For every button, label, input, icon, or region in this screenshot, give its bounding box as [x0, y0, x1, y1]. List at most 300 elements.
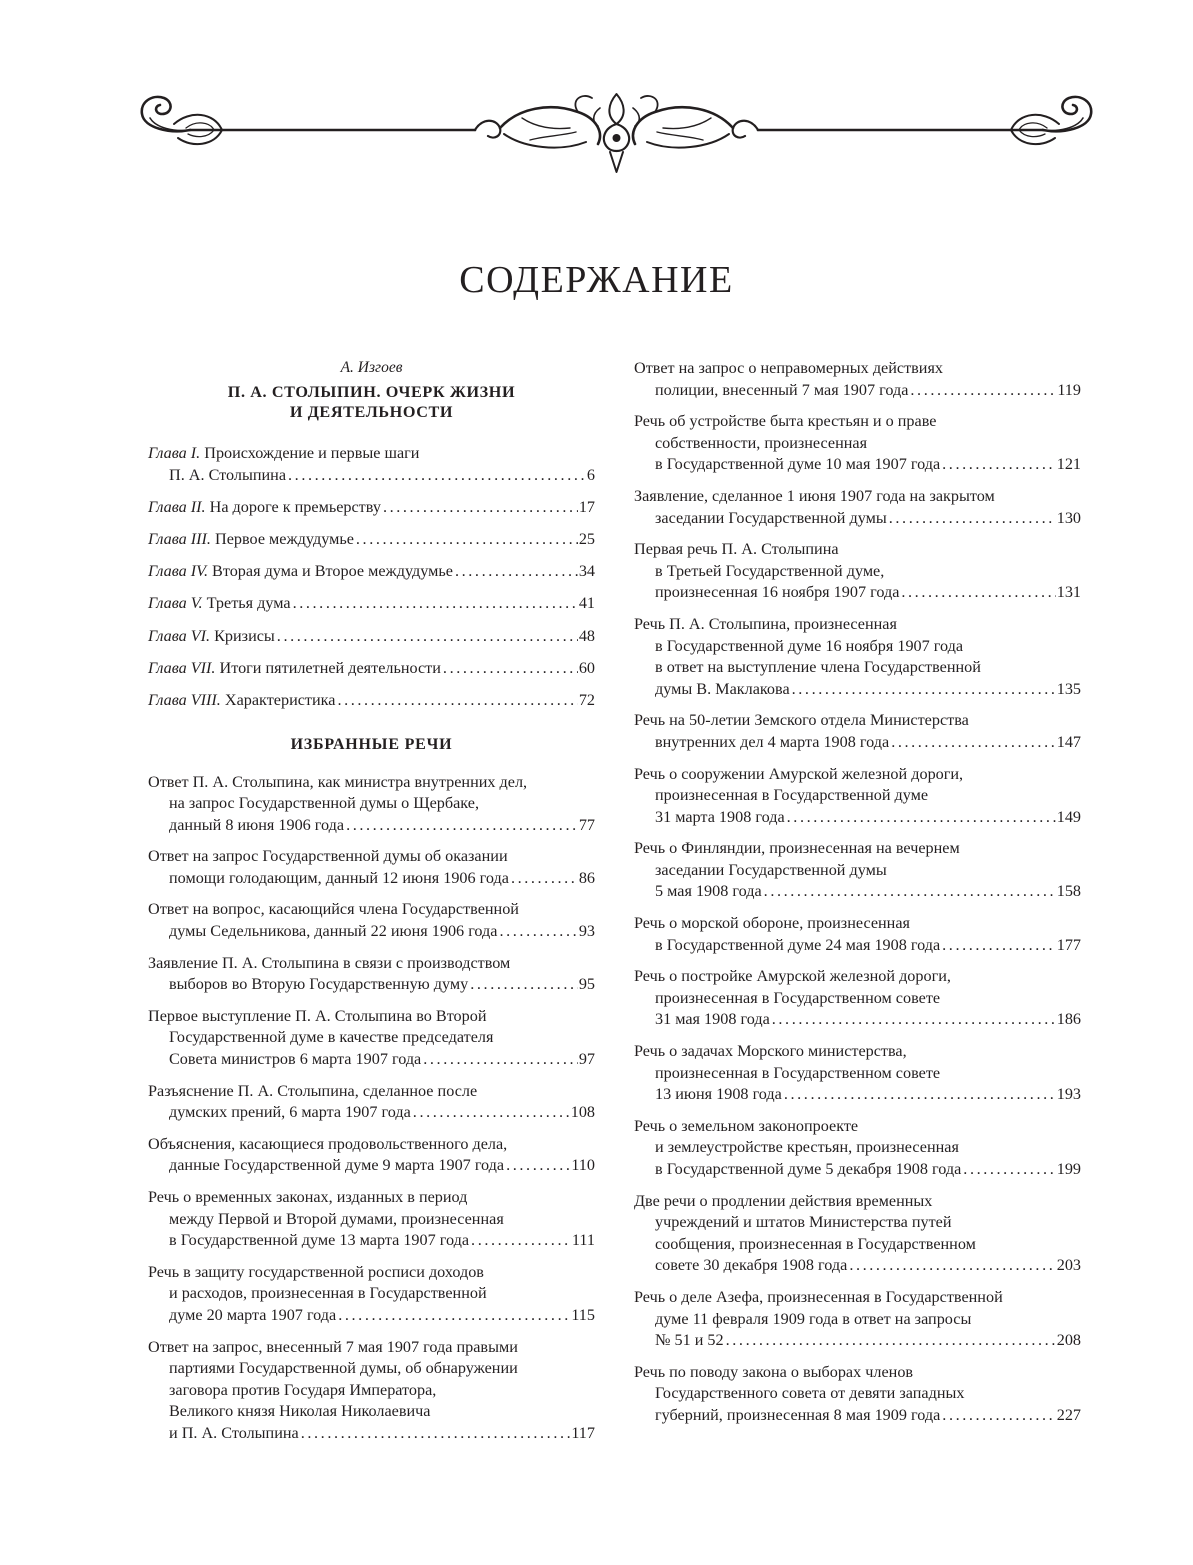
entry-text: в Государственной думе 24 мая 1908 года: [655, 935, 941, 954]
entry-text: Объяснения, касающиеся продовольственного дела,: [148, 1134, 508, 1153]
entry-text: собственности, произнесенная: [655, 433, 868, 452]
entry-text: Речь П. А. Столыпина, произнесенная: [634, 614, 897, 633]
entry-text-last: [169, 1102, 411, 1124]
dot-leader: [346, 815, 578, 837]
page-number: 186: [1056, 1010, 1081, 1029]
entry-line: [634, 1287, 1081, 1309]
page-number: 48: [578, 626, 595, 645]
entry-last-line: [634, 1159, 1081, 1181]
entry-last-line: [634, 1009, 1081, 1031]
toc-speech-entry[interactable]: [148, 953, 595, 996]
entry-text: заговора против Государя Императора,: [169, 1380, 437, 1399]
entry-line: [148, 899, 595, 921]
entry-text: Речь о постройке Амурской железной дороги,: [634, 967, 951, 986]
entry-text-last: [148, 593, 291, 615]
page-number: 111: [571, 1231, 595, 1250]
entry-text: Две речи о продлении действия временных: [634, 1191, 933, 1210]
entry-text: думских прений, 6 марта 1907 года: [169, 1103, 411, 1122]
page-number: 95: [578, 975, 595, 994]
entry-text: Речь о Финляндии, произнесенная на вечернем: [634, 839, 960, 858]
entry-text: в Государственной думе 10 мая 1907 года: [655, 455, 941, 474]
entry-text: Совета министров 6 марта 1907 года: [169, 1050, 422, 1069]
entry-text-last: [148, 690, 335, 712]
dot-leader: [942, 1405, 1055, 1427]
entry-text: Третья дума: [206, 594, 291, 613]
entry-text: Речь о задачах Морского министерства,: [634, 1042, 907, 1061]
entry-text-last: [169, 1049, 421, 1071]
entry-text: думе 20 марта 1907 года: [169, 1305, 337, 1324]
dot-leader: [942, 935, 1056, 957]
entry-text: Речь на 50-летии Земского отдела Министерства: [634, 711, 969, 730]
entry-last-line: [148, 529, 595, 551]
entry-line: [148, 1209, 595, 1231]
entry-text: На дороге к премьерству: [209, 497, 381, 516]
entry-text: и расходов, произнесенная в Государственной: [169, 1284, 487, 1303]
entry-text-last: [169, 1230, 469, 1252]
entry-text: выборов во Вторую Государственную думу: [169, 975, 469, 994]
entry-text: Происхождение и первые шаги: [204, 444, 420, 462]
entry-line: [634, 561, 1081, 583]
entry-text-last: [148, 529, 354, 551]
page-number: 119: [1057, 380, 1081, 399]
entry-text-last: [655, 380, 908, 402]
entry-last-line: [634, 380, 1081, 402]
speech-list-right: [634, 358, 1081, 1427]
entry-line: [634, 358, 1081, 380]
entry-text-last: [655, 1084, 782, 1106]
entry-line: [634, 913, 1081, 935]
entry-last-line: [634, 679, 1081, 701]
page-number: 108: [570, 1103, 595, 1122]
dot-leader: [471, 1230, 571, 1252]
entry-text: 5 мая 1908 года: [655, 882, 762, 901]
page-number: 147: [1056, 732, 1081, 751]
entry-text: партиями Государственной думы, об обнаружении: [169, 1359, 518, 1378]
entry-text: Речь о деле Азефа, произнесенная в Государственной: [634, 1287, 1003, 1306]
entry-line: [148, 1027, 595, 1049]
entry-line: [148, 443, 595, 465]
entry-last-line: [148, 593, 595, 615]
dot-leader: [455, 561, 578, 583]
entry-line: [148, 1262, 595, 1284]
entry-text-last: [655, 1330, 724, 1352]
entry-text-last: [655, 1255, 847, 1277]
dot-leader: [443, 658, 578, 680]
dot-leader: [277, 626, 578, 648]
speech-list-left: [148, 772, 595, 1445]
entry-text: Речь об устройстве быта крестьян и о праве: [634, 412, 937, 431]
part-title-line: П. А. СТОЛЫПИН. ОЧЕРК ЖИЗНИ: [227, 383, 516, 401]
entry-line: [148, 793, 595, 815]
page-number: 208: [1056, 1331, 1081, 1350]
page-number: 25: [578, 529, 595, 548]
entry-text-last: [148, 497, 381, 519]
entry-text: полиции, внесенный 7 мая 1907 года: [655, 380, 909, 399]
page-number: 6: [586, 465, 595, 484]
entry-text-last: [655, 881, 762, 903]
toc-left-column: [148, 358, 595, 1455]
entry-last-line: [634, 1255, 1081, 1277]
entry-text-last: [655, 508, 887, 530]
entry-text: № 51 и 52: [655, 1331, 724, 1350]
dot-leader: [293, 593, 578, 615]
entry-line: [634, 1383, 1081, 1405]
entry-line: [634, 838, 1081, 860]
entry-line: [148, 953, 595, 975]
chapter-label: Глава V.: [148, 594, 203, 613]
entry-last-line: [148, 690, 595, 712]
toc-speech-entry[interactable]: [634, 411, 1081, 476]
entry-last-line: [148, 626, 595, 648]
entry-text: думы Седельникова, данный 22 июня 1906 года: [169, 922, 498, 941]
entry-text: Ответ на запрос о неправомерных действиях: [634, 359, 944, 377]
entry-text: Вторая дума и Второе междудумье: [212, 562, 453, 581]
entry-line: [634, 657, 1081, 679]
page-number: 199: [1056, 1160, 1081, 1178]
entry-text: и землеустройстве крестьян, произнесенная: [655, 1138, 959, 1157]
entry-last-line: [148, 561, 595, 583]
entry-text: сообщения, произнесенная в Государственном: [655, 1234, 976, 1253]
entry-last-line: [148, 815, 595, 837]
entry-text: Первая речь П. А. Столыпина: [634, 540, 839, 559]
entry-text: Ответ на вопрос, касающийся члена Государственной: [148, 900, 519, 919]
entry-text-last: [655, 454, 940, 476]
entry-line: [634, 988, 1081, 1010]
entry-line: [148, 1134, 595, 1156]
entry-last-line: [148, 1155, 595, 1177]
page-number: 72: [578, 690, 595, 709]
entry-line: [634, 1063, 1081, 1085]
toc-chapter-entry[interactable]: [148, 658, 595, 680]
toc-speech-entry[interactable]: [634, 539, 1081, 604]
page-number: 86: [578, 868, 595, 887]
page-number: 131: [1056, 583, 1081, 602]
entry-line: [634, 1191, 1081, 1213]
page-number: 115: [571, 1305, 595, 1324]
entry-text: в Государственной думе 5 декабря 1908 года: [655, 1160, 962, 1178]
entry-text-last: [148, 561, 453, 583]
entry-text: заседании Государственной думы: [655, 860, 887, 879]
page-number: 93: [578, 922, 595, 941]
page-number: 121: [1056, 455, 1081, 474]
entry-text: учреждений и штатов Министерства путей: [655, 1213, 952, 1232]
chapter-label: Глава VI.: [148, 626, 211, 645]
entry-text-last: [655, 1009, 770, 1031]
dot-leader: [511, 868, 578, 890]
entry-last-line: [634, 582, 1081, 604]
toc-speech-entry[interactable]: [148, 1006, 595, 1071]
dot-leader: [942, 454, 1056, 476]
dot-leader: [288, 465, 586, 487]
toc-speech-entry[interactable]: [634, 1287, 1081, 1352]
dot-leader: [963, 1159, 1055, 1181]
chapter-label: Глава I.: [148, 444, 201, 462]
toc-chapter-entry[interactable]: [148, 529, 595, 551]
entry-line: [634, 785, 1081, 807]
entry-text: Кризисы: [214, 626, 275, 645]
dot-leader: [889, 508, 1056, 530]
dot-leader: [910, 380, 1056, 402]
entry-line: [634, 539, 1081, 561]
toc-speech-entry[interactable]: [634, 913, 1081, 956]
entry-text: Ответ на запрос Государственной думы об оказании: [148, 847, 508, 866]
toc-speech-entry[interactable]: [634, 1116, 1081, 1181]
toc-speech-entry[interactable]: [148, 1081, 595, 1124]
entry-text: в Третьей Государственной думе,: [655, 561, 885, 580]
entry-last-line: [148, 974, 595, 996]
toc-speech-entry[interactable]: [634, 614, 1081, 700]
entry-text: Речь о сооружении Амурской железной дороги,: [634, 764, 964, 783]
entry-last-line: [148, 921, 595, 943]
entry-text: губерний, произнесенная 8 мая 1909 года: [655, 1405, 941, 1424]
entry-text: Ответ П. А. Столыпина, как министра внутренних дел,: [148, 772, 528, 791]
entry-text: Государственной думе в качестве председателя: [169, 1028, 494, 1047]
entry-line: [148, 1006, 595, 1028]
author-name: А. Изгоев: [340, 359, 403, 376]
entry-text: Итоги пятилетней деятельности: [219, 658, 441, 677]
entry-last-line: [634, 508, 1081, 530]
toc-speech-entry[interactable]: [634, 486, 1081, 529]
entry-line: [634, 1041, 1081, 1063]
part-title: [148, 383, 595, 422]
entry-text: в ответ на выступление члена Государственной: [655, 658, 981, 677]
dot-leader: [413, 1102, 570, 1124]
dot-leader: [356, 529, 578, 551]
entry-line: [634, 1116, 1081, 1138]
entry-last-line: [148, 465, 595, 487]
entry-text: Характеристика: [224, 690, 336, 709]
chapter-label: Глава III.: [148, 529, 211, 548]
entry-last-line: [148, 497, 595, 519]
entry-text: Заявление П. А. Столыпина в связи с производством: [148, 953, 511, 972]
entry-text-last: [655, 1405, 940, 1427]
entry-line: [148, 846, 595, 868]
dot-leader: [499, 921, 577, 943]
entry-text: 31 марта 1908 года: [655, 807, 785, 826]
dot-leader: [506, 1155, 570, 1177]
dot-leader: [891, 732, 1056, 754]
toc-chapter-entry[interactable]: [148, 561, 595, 583]
toc-chapter-entry[interactable]: [148, 626, 595, 648]
entry-last-line: [634, 732, 1081, 754]
toc-speech-entry[interactable]: [634, 710, 1081, 753]
toc-speech-entry[interactable]: [634, 1041, 1081, 1106]
entry-text-last: [169, 815, 344, 837]
entry-text: произнесенная 16 ноября 1907 года: [655, 583, 900, 602]
toc-chapter-entry[interactable]: [148, 690, 595, 712]
entry-line: [148, 1283, 595, 1305]
entry-last-line: [634, 935, 1081, 957]
entry-line: [634, 411, 1081, 433]
toc-speech-entry[interactable]: [148, 846, 595, 889]
entry-line: [634, 1309, 1081, 1331]
dot-leader: [726, 1330, 1056, 1352]
toc-speech-entry[interactable]: [634, 966, 1081, 1031]
entry-text: произнесенная в Государственной думе: [655, 786, 929, 805]
toc-speech-entry[interactable]: [634, 358, 1081, 401]
entry-line: [634, 636, 1081, 658]
page-title: СОДЕРЖАНИЕ: [459, 259, 734, 301]
part-title-line: И ДЕЯТЕЛЬНОСТИ: [289, 402, 454, 421]
page-number: 158: [1056, 882, 1081, 901]
toc-speech-entry[interactable]: [634, 838, 1081, 903]
entry-text-last: [655, 935, 940, 957]
dot-leader: [470, 974, 578, 996]
entry-text: Заявление, сделанное 1 июня 1907 года на закрытом: [634, 486, 995, 505]
entry-last-line: [634, 1330, 1081, 1352]
entry-text: Речь о земельном законопроекте: [634, 1116, 859, 1135]
entry-text: заседании Государственной думы: [655, 508, 887, 527]
page-number: 41: [578, 594, 595, 613]
entry-line: [634, 966, 1081, 988]
page-number: 177: [1056, 935, 1081, 954]
entry-text-last: [169, 974, 468, 996]
dot-leader: [423, 1049, 578, 1071]
toc-speech-entry[interactable]: [148, 1187, 595, 1252]
entry-line: [634, 1234, 1081, 1256]
entry-text: внутренних дел 4 марта 1908 года: [655, 732, 890, 751]
header-ornament: [130, 88, 1103, 178]
toc-speech-entry[interactable]: [634, 764, 1081, 829]
dot-leader: [301, 1423, 571, 1445]
page-number: 203: [1056, 1256, 1081, 1275]
entry-last-line: [634, 454, 1081, 476]
entry-text-last: [655, 732, 889, 754]
entry-line: [148, 1358, 595, 1380]
entry-line: [634, 1362, 1081, 1384]
entry-text: между Первой и Второй думами, произнесенная: [169, 1209, 504, 1228]
entry-text-last: [169, 465, 286, 487]
entry-text-last: [655, 807, 785, 829]
entry-text: П. А. Столыпина: [169, 465, 287, 484]
toc-right-column: [634, 358, 1081, 1437]
chapter-label: Глава II.: [148, 497, 206, 516]
entry-last-line: [148, 658, 595, 680]
dot-leader: [764, 881, 1056, 903]
chapter-label: Глава VII.: [148, 658, 216, 677]
entry-last-line: [634, 1405, 1081, 1427]
entry-text: Разъяснение П. А. Столыпина, сделанное после: [148, 1081, 478, 1100]
toc-chapter-entry[interactable]: [148, 593, 595, 615]
dot-leader: [792, 679, 1056, 701]
entry-text-last: [169, 1155, 504, 1177]
entry-last-line: [634, 807, 1081, 829]
entry-text: помощи голодающим, данный 12 июня 1906 года: [169, 868, 509, 887]
entry-text: совете 30 декабря 1908 года: [655, 1256, 848, 1275]
toc-speech-entry[interactable]: [148, 1134, 595, 1177]
dot-leader: [338, 1305, 570, 1327]
chapter-label: Глава VIII.: [148, 690, 221, 709]
entry-text: Ответ на запрос, внесенный 7 мая 1907 года правыми: [148, 1337, 518, 1356]
entry-line: [148, 1401, 595, 1423]
entry-text: 13 июня 1908 года: [655, 1085, 782, 1104]
entry-line: [634, 710, 1081, 732]
entry-line: [634, 1212, 1081, 1234]
toc-speech-entry[interactable]: [148, 899, 595, 942]
toc-speech-entry[interactable]: [634, 1362, 1081, 1427]
entry-text: Речь о временных законах, изданных в период: [148, 1188, 468, 1206]
entry-text: Государственного совета от девяти западных: [655, 1384, 965, 1403]
entry-text-last: [169, 1423, 299, 1445]
entry-text: 31 мая 1908 года: [655, 1010, 770, 1029]
toc-chapter-entry[interactable]: [148, 443, 595, 486]
entry-last-line: [148, 1102, 595, 1124]
page-number: 149: [1056, 807, 1081, 826]
entry-line: [148, 1081, 595, 1103]
entry-line: [148, 772, 595, 794]
entry-last-line: [148, 1305, 595, 1327]
page-number: 97: [578, 1050, 595, 1069]
dot-leader: [383, 497, 578, 519]
page-number: 34: [578, 562, 595, 581]
entry-text-last: [148, 658, 441, 680]
entry-last-line: [634, 881, 1081, 903]
dot-leader: [849, 1255, 1055, 1277]
page-number: 110: [571, 1156, 595, 1175]
entry-last-line: [148, 1049, 595, 1071]
chapter-label: Глава IV.: [148, 562, 208, 581]
section-heading-speeches: ИЗБРАННЫЕ РЕЧИ: [290, 735, 453, 753]
entry-text: произнесенная в Государственном совете: [655, 988, 941, 1007]
page-number: 60: [578, 658, 595, 677]
entry-text: думы В. Маклакова: [655, 679, 790, 698]
entry-text: Великого князя Николая Николаевича: [169, 1402, 431, 1421]
entry-text: в Государственной думе 13 марта 1907 года: [169, 1231, 470, 1250]
entry-text: в Государственной думе 16 ноября 1907 года: [655, 636, 964, 655]
entry-line: [148, 1337, 595, 1359]
toc-speech-entry[interactable]: [148, 1337, 595, 1445]
entry-text: данный 8 июня 1906 года: [169, 815, 345, 834]
toc-speech-entry[interactable]: [148, 772, 595, 837]
entry-line: [634, 1137, 1081, 1159]
page-number: 193: [1056, 1085, 1081, 1104]
entry-text: данные Государственной думе 9 марта 1907 года: [169, 1156, 505, 1175]
entry-line: [634, 860, 1081, 882]
dot-leader: [772, 1009, 1056, 1031]
entry-text-last: [655, 1159, 961, 1181]
page-number: 227: [1056, 1405, 1081, 1424]
entry-last-line: [148, 1230, 595, 1252]
toc-speech-entry[interactable]: [634, 1191, 1081, 1277]
entry-text: на запрос Государственной думы о Щербаке,: [169, 794, 480, 813]
entry-text: Первое междудумье: [215, 529, 354, 548]
entry-text: думе 11 февраля 1909 года в ответ на запросы: [655, 1309, 972, 1328]
entry-line: [634, 614, 1081, 636]
entry-line: [634, 764, 1081, 786]
entry-text-last: [169, 1305, 336, 1327]
entry-last-line: [148, 868, 595, 890]
entry-last-line: [634, 1084, 1081, 1106]
entry-line: [634, 433, 1081, 455]
entry-line: [148, 1380, 595, 1402]
page-number: 117: [571, 1423, 595, 1442]
page-number: 130: [1056, 508, 1081, 527]
entry-text-last: [169, 868, 509, 890]
toc-chapter-entry[interactable]: [148, 497, 595, 519]
entry-text: произнесенная в Государственном совете: [655, 1063, 941, 1082]
page-number: 17: [578, 497, 595, 516]
dot-leader: [784, 1084, 1056, 1106]
dot-leader: [901, 582, 1055, 604]
chapter-list: [148, 443, 595, 712]
entry-text-last: [655, 679, 790, 701]
entry-text: Речь в защиту государственной росписи доходов: [148, 1262, 484, 1281]
dot-leader: [787, 807, 1056, 829]
entry-text-last: [148, 626, 275, 648]
entry-last-line: [148, 1423, 595, 1445]
entry-text: Речь по поводу закона о выборах членов: [634, 1362, 914, 1381]
toc-speech-entry[interactable]: [148, 1262, 595, 1327]
